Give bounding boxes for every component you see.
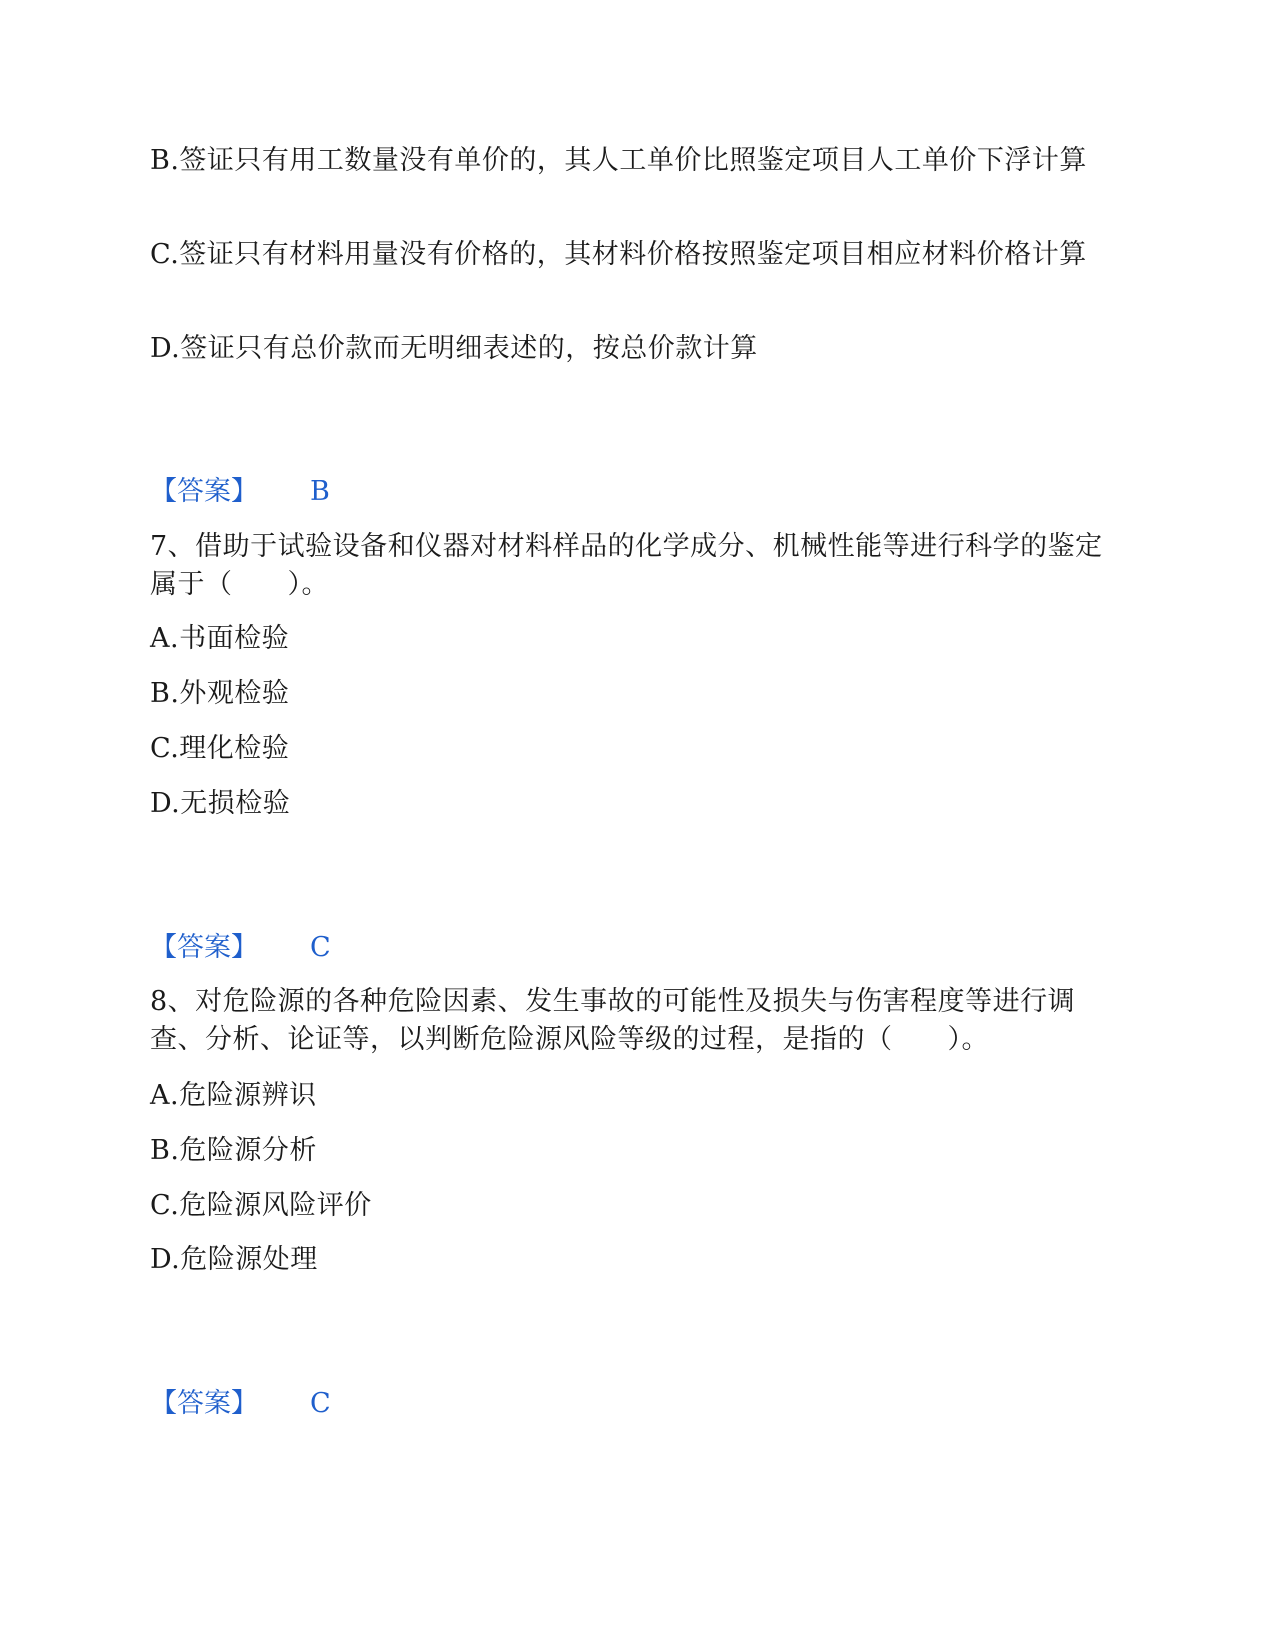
q8-option-c: C.危险源风险评价 [150, 1190, 372, 1221]
q8-option-b: B.危险源分析 [150, 1135, 317, 1166]
answer-label: 【答案】 [150, 1388, 258, 1419]
q7-stem: 7、借助于试验设备和仪器对材料样品的化学成分、机械性能等进行科学的鉴定属于（ ）。 [150, 531, 1103, 600]
answer-key: C [310, 1388, 331, 1419]
answer-key: B [310, 476, 330, 507]
q7-option-d: D.无损检验 [150, 788, 291, 819]
q7-option-b: B.外观检验 [150, 678, 290, 709]
q7-option-c: C.理化检验 [150, 733, 290, 764]
q7-answer [150, 929, 331, 967]
answer-key: C [310, 932, 331, 963]
q6-answer [150, 473, 330, 511]
q6-option-b: B.签证只有用工数量没有单价的，其人工单价比照鉴定项目人工单价下浮计算 [150, 145, 1087, 176]
q6-option-c: C.签证只有材料用量没有价格的，其材料价格按照鉴定项目相应材料价格计算 [150, 239, 1087, 270]
q6-option-d: D.签证只有总价款而无明细表述的，按总价款计算 [150, 333, 758, 364]
q8-stem: 8、对危险源的各种危险因素、发生事故的可能性及损失与伤害程度等进行调查、分析、论证等，以判断危险源风险等级的过程，是指的（ ）。 [150, 986, 1076, 1055]
answer-label: 【答案】 [150, 932, 258, 963]
q8-option-d: D.危险源处理 [150, 1244, 318, 1275]
q7-option-a: A.书面检验 [150, 623, 290, 654]
q8-option-a: A.危险源辨识 [150, 1080, 317, 1111]
answer-label: 【答案】 [150, 476, 258, 507]
q8-answer [150, 1385, 331, 1423]
